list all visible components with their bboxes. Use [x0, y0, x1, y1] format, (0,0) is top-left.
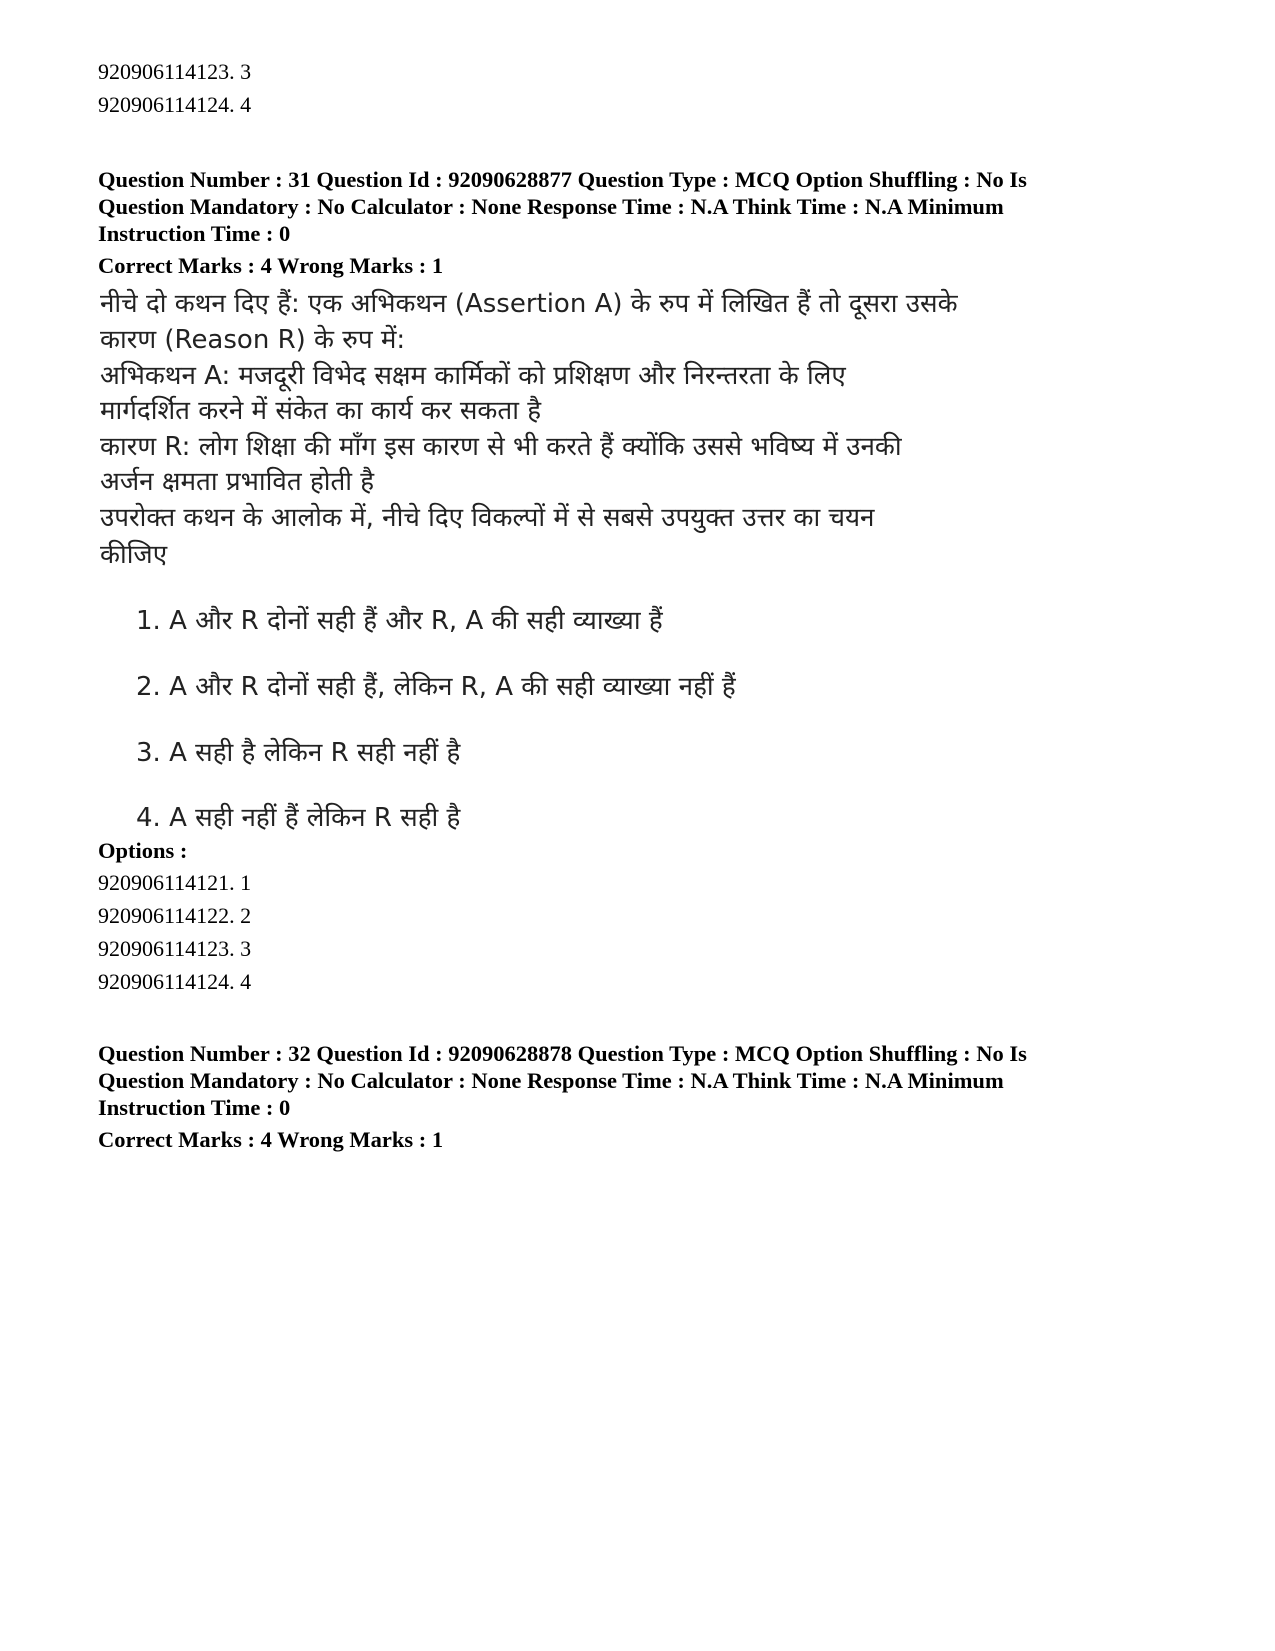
answer-choice: 2. A और R दोनों सही हैं, लेकिन R, A की सही व्याख्या नहीं हैं — [136, 672, 736, 702]
question-stem-line: कारण (Reason R) के रुप में: — [100, 325, 406, 355]
option-line: 920906114122. 2 — [98, 903, 252, 928]
question-stem-line: मार्गदर्शित करने में संकेत का कार्य कर सकता है — [100, 396, 542, 426]
question-stem-line: कीजिए — [100, 540, 168, 570]
question-marks: Correct Marks : 4 Wrong Marks : 1 — [98, 1127, 444, 1152]
option-line: 920906114124. 4 — [98, 92, 252, 117]
question-stem-line: नीचे दो कथन दिए हैं: एक अभिकथन (Assertion A) के रुप में लिखित हैं तो दूसरा उसके — [100, 289, 958, 319]
question-meta-line: Question Mandatory : No Calculator : None Response Time : N.A Think Time : N.A Minimum — [98, 1068, 1004, 1093]
question-marks: Correct Marks : 4 Wrong Marks : 1 — [98, 253, 444, 278]
answer-choice: 1. A और R दोनों सही हैं और R, A की सही व्याख्या हैं — [136, 606, 663, 636]
question-meta-line: Question Number : 32 Question Id : 92090628878 Question Type : MCQ Option Shuffling : No Is — [98, 1041, 1027, 1066]
options-label: Options : — [98, 838, 188, 863]
answer-choice: 4. A सही नहीं हैं लेकिन R सही है — [136, 803, 461, 833]
answer-choice: 3. A सही है लेकिन R सही नहीं है — [136, 738, 461, 768]
question-meta-line: Instruction Time : 0 — [98, 221, 291, 246]
option-line: 920906114123. 3 — [98, 59, 252, 84]
question-stem-line: अभिकथन A: मजदूरी विभेद सक्षम कार्मिकों को प्रशिक्षण और निरन्तरता के लिए — [100, 361, 846, 391]
question-stem-line: अर्जन क्षमता प्रभावित होती है — [100, 467, 375, 497]
question-meta-line: Question Mandatory : No Calculator : None Response Time : N.A Think Time : N.A Minimum — [98, 194, 1004, 219]
question-meta-line: Instruction Time : 0 — [98, 1095, 291, 1120]
option-line: 920906114124. 4 — [98, 969, 252, 994]
question-meta-line: Question Number : 31 Question Id : 92090628877 Question Type : MCQ Option Shuffling : No Is — [98, 167, 1027, 192]
option-line: 920906114121. 1 — [98, 870, 252, 895]
option-line: 920906114123. 3 — [98, 936, 252, 961]
question-stem-line: उपरोक्त कथन के आलोक में, नीचे दिए विकल्पों में से सबसे उपयुक्त उत्तर का चयन — [100, 503, 875, 533]
question-stem-line: कारण R: लोग शिक्षा की माँग इस कारण से भी करते हैं क्योंकि उससे भविष्य में उनकी — [100, 432, 902, 462]
